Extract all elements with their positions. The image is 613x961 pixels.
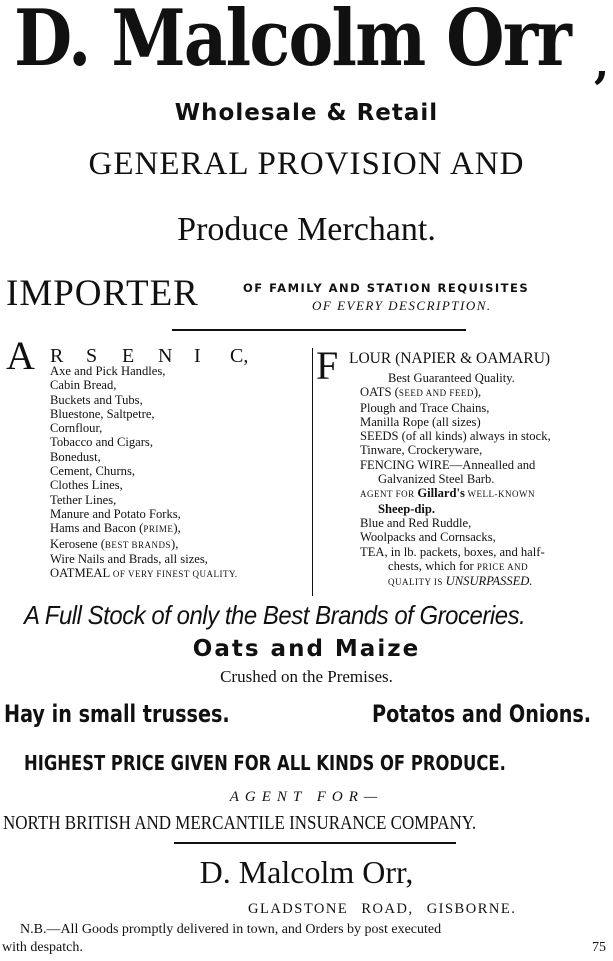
agent-for-line: AGENT FOR— (229, 789, 384, 805)
list-item: OATMEAL OF VERY FINEST QUALITY. (50, 566, 238, 581)
list-item: Best Guaranteed Quality. (388, 371, 515, 385)
list-item: Kerosene (BEST BRANDS), (50, 536, 179, 551)
arsenic-letter: S (86, 345, 98, 367)
footer-note: N.B.—All Goods promptly delivered in town, and Orders by post executed (20, 922, 442, 937)
list-item: Plough and Trace Chains, (360, 400, 490, 415)
list-item: QUALITY IS UNSURPASSED. (388, 574, 533, 589)
right-item-list (360, 371, 551, 589)
bottom-rule (174, 842, 456, 844)
arsenic-letter: N (158, 345, 173, 367)
list-item: Wire Nails and Brads, all sizes, (50, 551, 208, 566)
list-item: Woolpacks and Cornsacks, (360, 530, 496, 545)
title: D. Malcolm Orr (14, 0, 571, 84)
list-item: Tether Lines, (50, 492, 117, 507)
list-item: Axe and Pick Handles, (50, 364, 166, 378)
left-item-list (50, 364, 238, 581)
highest-price-line: HIGHEST PRICE GIVEN FOR ALL KINDS OF PRODUCE. (24, 751, 506, 775)
list-item: Buckets and Tubs, (50, 392, 143, 407)
list-item: Galvanized Steel Barb. (378, 472, 495, 487)
hay-line: Hay in small trusses. (4, 700, 230, 728)
produce-merchant-heading: Produce Merchant. (177, 211, 436, 248)
list-item: Blue and Red Ruddle, (360, 515, 472, 530)
arsenic-letter: I (194, 345, 201, 367)
list-item: Bonedust, (50, 449, 101, 464)
list-item: Cornflour, (50, 421, 103, 436)
list-item: Tobacco and Cigars, (50, 435, 153, 450)
arsenic-initial: A (6, 333, 35, 378)
general-provision-heading: GENERAL PROVISION AND (88, 146, 525, 182)
list-item: SEEDS (of all kinds) always in stock, (360, 429, 551, 444)
crushed-line: Crushed on the Premises. (220, 667, 393, 686)
list-item: AGENT FOR Gillard's WELL-KNOWN (360, 486, 536, 501)
subtitle-wholesale-retail: Wholesale & Retail (174, 100, 439, 126)
top-rule (172, 329, 466, 331)
list-item: TEA, in lb. packets, boxes, and half- (360, 544, 545, 559)
importer-description-2: OF EVERY DESCRIPTION. (312, 298, 492, 313)
list-item: Sheep-dip. (378, 501, 436, 516)
list-item: FENCING WIRE—Annealled and (360, 457, 536, 472)
arsenic-letter: R (50, 345, 64, 367)
importer-description-1: OF FAMILY AND STATION REQUISITES (243, 281, 530, 295)
list-item: Cement, Churns, (50, 464, 136, 479)
importer-heading: IMPORTER (6, 273, 199, 314)
title-comma: , (594, 38, 610, 89)
oats-maize-heading: Oats and Maize (192, 636, 421, 662)
list-item: Hams and Bacon (PRIME), (50, 521, 181, 536)
footer-address: GLADSTONE ROAD, GISBORNE. (248, 901, 517, 917)
page-number: 75 (592, 940, 606, 955)
list-item: Clothes Lines, (50, 478, 123, 493)
footer-name: D. Malcolm Orr, (199, 854, 414, 890)
column-divider (312, 348, 313, 596)
list-item: Manure and Potato Forks, (50, 506, 181, 521)
list-item: Cabin Bread, (50, 378, 117, 393)
groceries-line: A Full Stock of only the Best Brands of Groceries. (24, 600, 526, 630)
arsenic-letter: E (122, 345, 135, 367)
potatos-line: Potatos and Onions. (372, 700, 592, 728)
list-item: chests, which for PRICE AND (388, 558, 529, 573)
list-item: Bluestone, Saltpetre, (50, 406, 155, 421)
footer-note-continued: with despatch. (2, 940, 83, 955)
flour-heading: LOUR (NAPIER & OAMARU) (349, 350, 551, 367)
list-item: Manilla Rope (all sizes) (360, 414, 481, 429)
arsenic-letter: C, (230, 345, 249, 367)
flour-initial: F (316, 343, 339, 388)
list-item: Tinware, Crockeryware, (360, 443, 483, 458)
insurance-line: NORTH BRITISH AND MERCANTILE INSURANCE COMPANY. (3, 812, 477, 834)
list-item: OATS (SEED AND FEED), (360, 385, 482, 400)
